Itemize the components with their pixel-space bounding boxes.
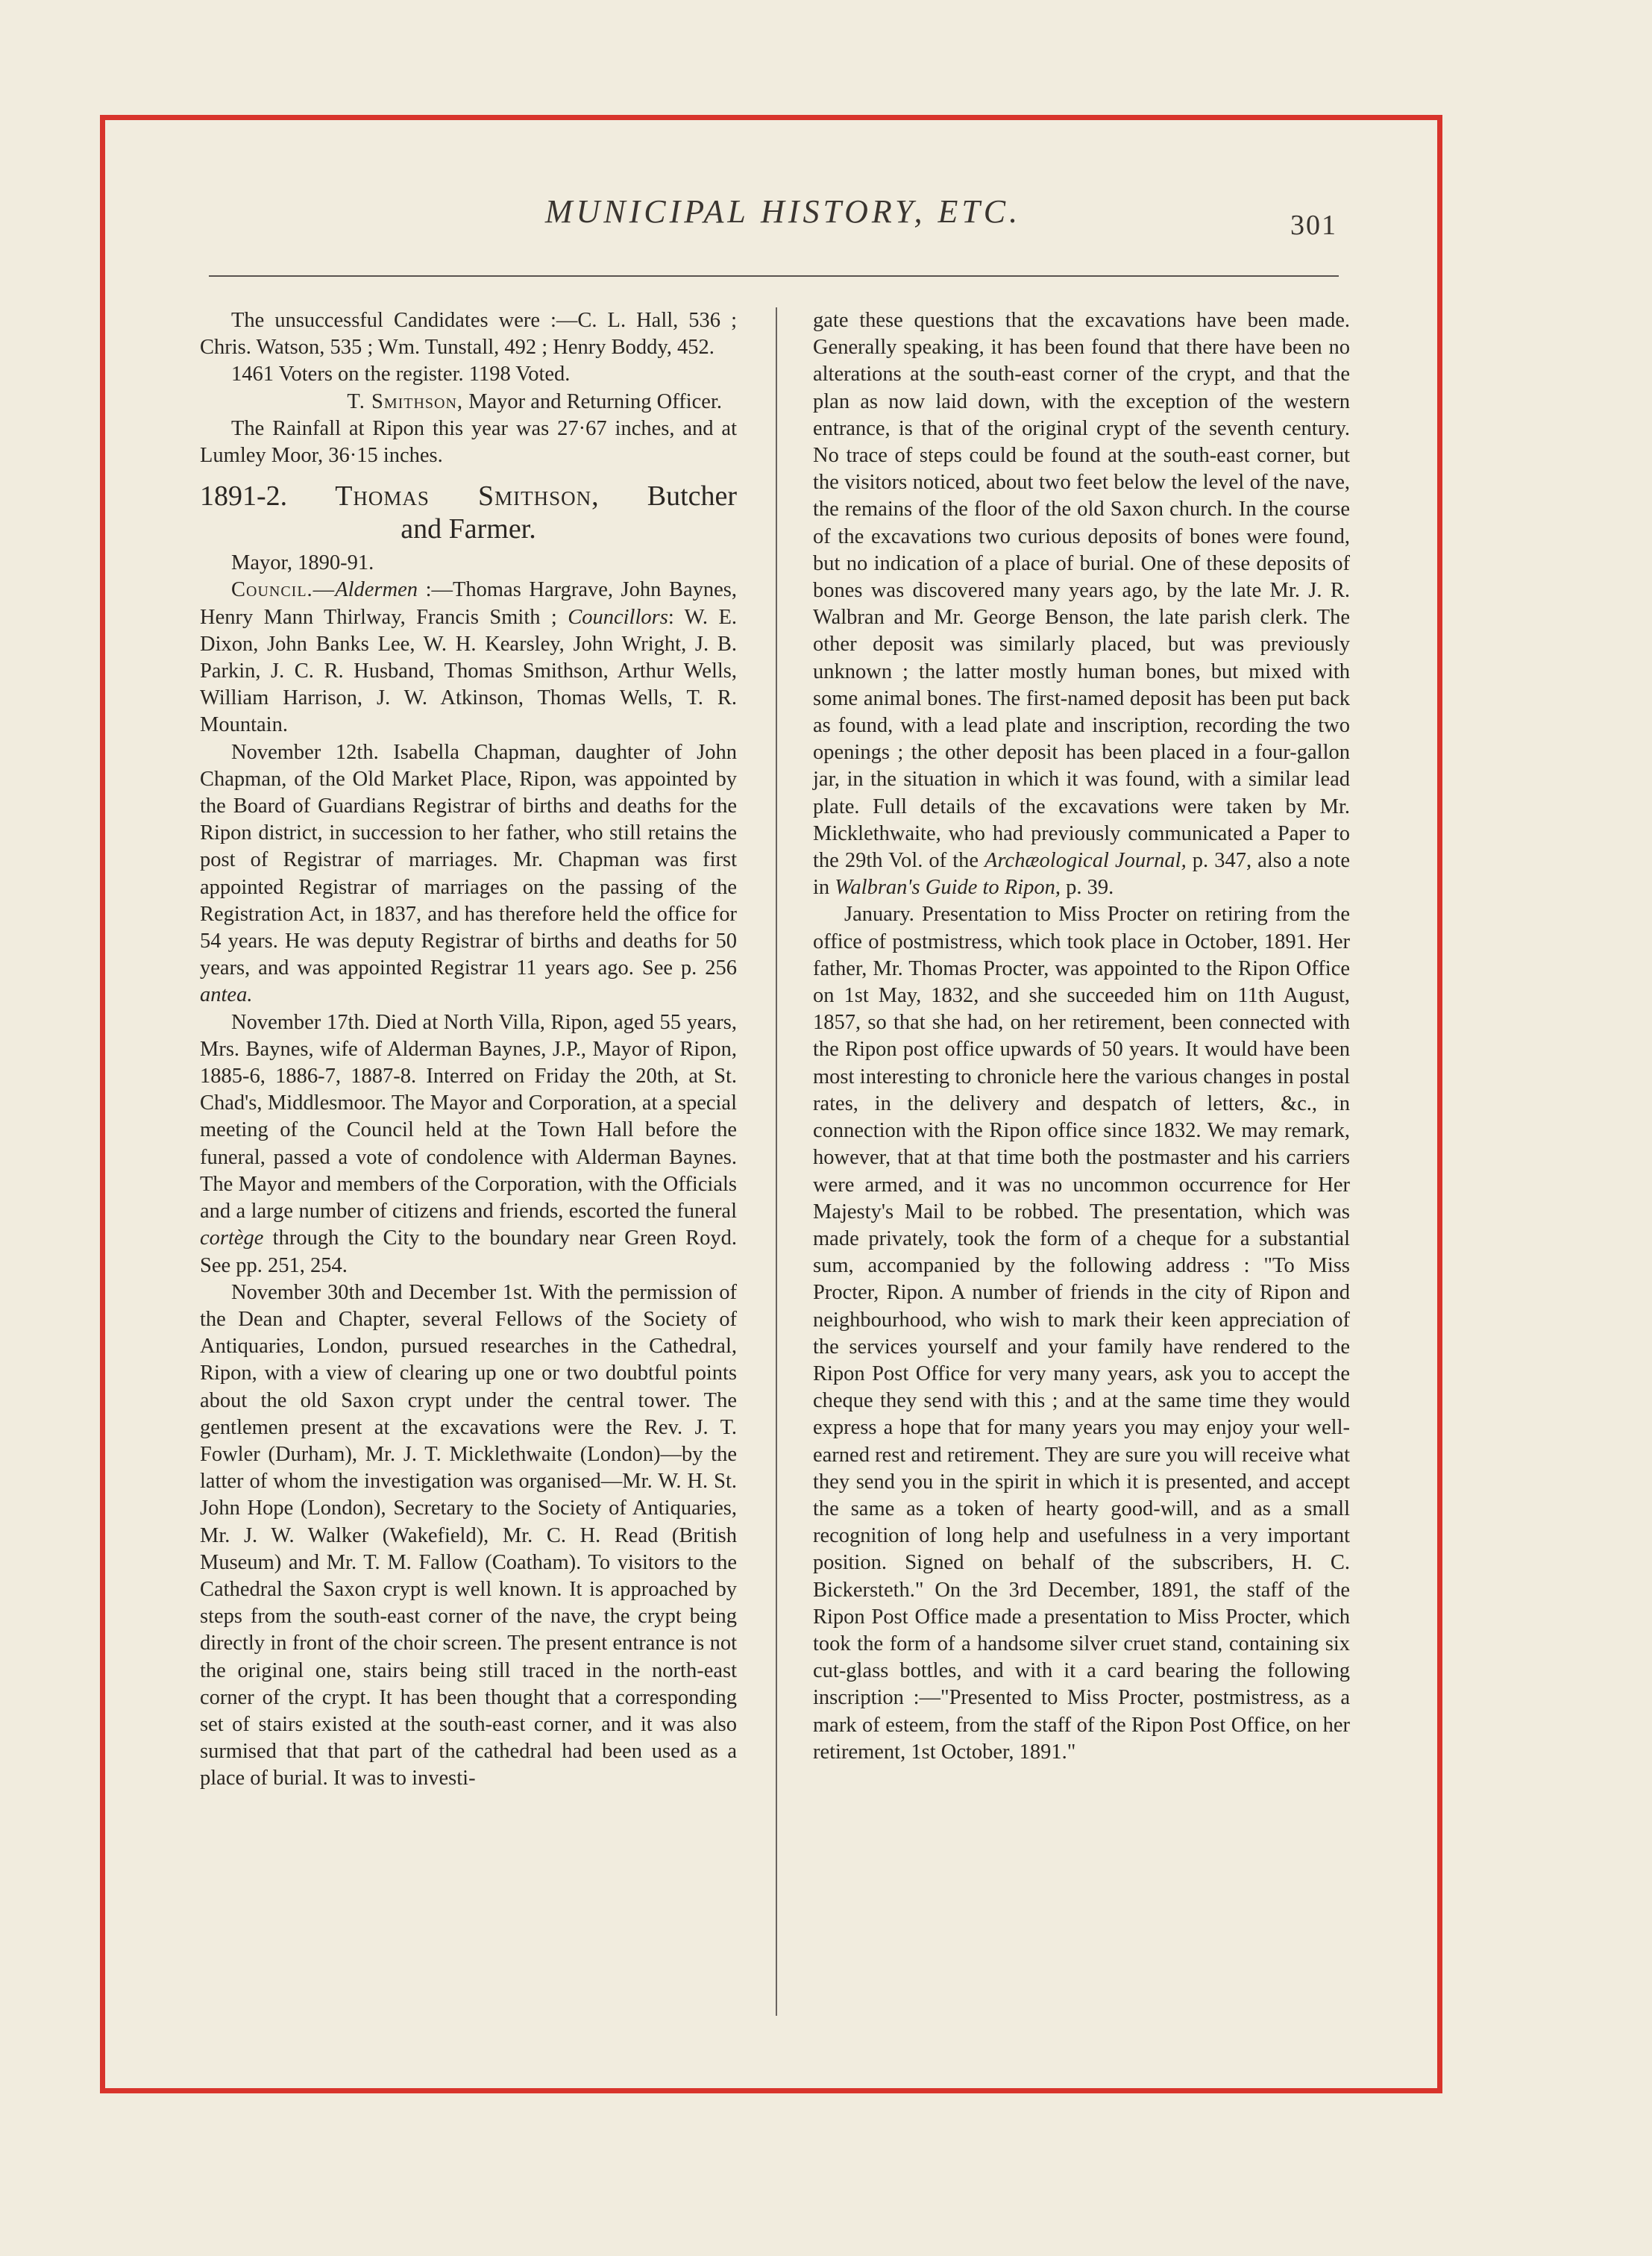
right-column (813, 307, 1350, 1766)
excavations-text-a: gate these questions that the excavations have been made. Generally speaking, it has been found that there have been no alterations at the south-east corner of the crypt, and that the plan as now laid down, with the exception of the western entrance, is that of the original crypt of the seventh century. No trace of steps could be found at the south-east corner, but the visitors noticed, about two feet below the level of the nave, the remains of the floor of the old Saxon church. In the course of the excavations two curious deposits of bones were found, but no indication of a place of burial. One of these deposits of bones was discovered many years ago, by the late Mr. J. R. Walbran and Mr. George Benson, the late parish clerk. The other deposit was similarly placed, but was previously unknown ; the latter mostly human bones, but mixed with some animal bones. The first-named deposit has been put back as found, with a lead plate and inscription, recording the two openings ; the other deposit has been placed in a four-gallon jar, in the situation in which it was found, with a similar lead plate. Full details of the excavations were taken by Mr. Micklethwaite, who had previously communicated a Paper to the 29th Vol. of the (813, 309, 1350, 873)
mayor-entry-heading (200, 480, 737, 545)
excavations-text-c: p. 39. (1061, 876, 1114, 900)
column-divider (776, 307, 777, 2016)
council-paragraph (200, 577, 737, 739)
councillors-list: : W. E. Dixon, John Banks Lee, W. H. Kearsley, John Wright, J. B. Parkin, J. C. R. Husband, Thomas Smithson, Arthur Wells, William Harrison, J. W. Atkinson, Thomas Wells, T. R. Mountain. (200, 605, 737, 737)
november-30-paragraph: November 30th and December 1st. With the permission of the Dean and Chapter, several Fellows of the Society of Antiquaries, London, pursued researches in the Cathedral, Ripon, with a view of clearing up one or two doubtful points about the old Saxon crypt under the central tower. The gentlemen present at the excavations were the Rev. J. T. Fowler (Durham), Mr. J. T. Micklethwaite (London)—by the latter of whom the investigation was organised—Mr. W. H. St. John Hope (London), Secretary to the Society of Antiquaries, Mr. J. W. Walker (Wakefield), Mr. C. H. Read (British Museum) and Mr. T. M. Fallow (Coatham). To visitors to the Cathedral the Saxon crypt is well known. It is approached by steps from the south-east corner of the nave, the crypt being directly in front of the choir screen. The present entrance is not the original one, stairs being still traced in the north-east corner of the crypt. It has been thought that a corresponding set of stairs existed at the south-east corner, and it was also surmised that that part of the cathedral had been used as a place of burial. It was to investi- (200, 1280, 737, 1790)
voters-paragraph: 1461 Voters on the register. 1198 Voted. (231, 363, 571, 386)
heading-trade-2: and Farmer. (401, 513, 536, 545)
unsuccessful-candidates-paragraph: The unsuccessful Candidates were :—C. L. Hall, 536 ; Chris. Watson, 535 ; Wm. Tunstall, 492 ; Henry Boddy, 452. (200, 309, 737, 360)
journal-title: Archæological Journal, (984, 849, 1187, 873)
left-column (200, 307, 737, 1793)
heading-years: 1891-2. (200, 480, 288, 513)
november-17-text-b: through the City to the boundary near Green Royd. See pp. 251, 254. (200, 1226, 737, 1277)
header-rule (209, 275, 1339, 277)
returning-officer-name: T. Smithson, (347, 389, 464, 413)
returning-officer-line (200, 389, 737, 416)
cortege-word: cortège (200, 1226, 264, 1250)
aldermen-label: Aldermen (335, 578, 418, 602)
returning-officer-role: Mayor and Returning Officer. (463, 389, 722, 413)
aldermen-list: :—Thomas Hargrave, John Baynes, Henry Mann Thirlway, Francis Smith ; (200, 578, 737, 629)
november-12-text: November 12th. Isabella Chapman, daughter of John Chapman, of the Old Market Place, Ripon, was appointed by the Board of Guardians Registrar of births and deaths for the Ripon district, in succession to her father, who still retains the post of Registrar of marriages. Mr. Chapman was first appointed Registrar of marriages on the passing of the Registration Act, in 1837, and has therefore held the office for 54 years. He was deputy Registrar of births and deaths for 50 years, and was appointed Registrar 11 years ago. See p. 256 (200, 740, 737, 980)
november-17-text-a: November 17th. Died at North Villa, Ripon, aged 55 years, Mrs. Baynes, wife of Alderman Baynes, J.P., Mayor of Ripon, 1885-6, 1886-7, 1887-8. Interred on Friday the 20th, at St. Chad's, Middlesmoor. The Mayor and Corporation, at a special meeting of the Council held at the Town Hall before the funeral, passed a vote of condolence with Alderman Baynes. The Mayor and members of the Corporation, with the Officials and a large number of citizens and friends, escorted the funeral (200, 1010, 737, 1223)
guide-title: Walbran's Guide to Ripon, (835, 876, 1061, 900)
running-head-title: MUNICIPAL HISTORY, ETC. (544, 193, 1022, 230)
heading-trade-1: Butcher (647, 480, 738, 513)
mayor-year-line: Mayor, 1890-91. (231, 551, 374, 575)
page-number: 301 (1290, 210, 1337, 241)
excavations-text-b: p. 347, also a note in (813, 849, 1350, 900)
january-procter-paragraph: January. Presentation to Miss Procter on retiring from the office of postmistress, which took place in October, 1891. Her father, Mr. Thomas Procter, was appointed to the Ripon Office on 1st May, 1832, and she succeeded him on 11th August, 1857, so that she had, on her retirement, been connected with the Ripon post office upwards of 50 years. It would have been most interesting to chronicle here the various changes in postal rates, in the delivery and despatch of letters, &c., in connection with the Ripon office since 1832. We may remark, however, that at that time both the postmaster and his carriers were armed, and it was no uncommon occurrence for Her Majesty's Mail to be robbed. The presentation, which was made privately, took the form of a cheque for a substantial sum, accompanied by the following address : "To Miss Procter, Ripon. A number of friends in the city of Ripon and neighbourhood, who wish to mark their keen appreciation of the services yourself and your family have rendered to the Ripon Post Office for very many years, ask you to accept the cheque they send with this ; and at the same time they would express a hope that for many years you may enjoy your well-earned rest and retirement. They are sure you will receive what they send you in the spirit in which it is presented, and accept the same as a token of hearty good-will, and as a small recognition of long help and usefulness in a very important position. Signed on behalf of the subscribers, H. C. Bickersteth." On the 3rd December, 1891, the staff of the Ripon Post Office made a presentation to Miss Procter, which took the form of a handsome silver cruet stand, containing six cut-glass bottles, and with it a card bearing the following inscription :—"Presented to Miss Procter, postmistress, as a mark of esteem, from the staff of the Ripon Post Office, on her retirement, 1st October, 1891." (813, 903, 1350, 1764)
november-12-paragraph (200, 739, 737, 1009)
councillors-label: Councillors (568, 605, 668, 629)
antea-ref: antea. (200, 983, 253, 1007)
council-label: Council.— (231, 578, 336, 602)
heading-mayor-name: Thomas Smithson, (335, 480, 600, 513)
excavations-paragraph (813, 307, 1350, 901)
rainfall-paragraph: The Rainfall at Ripon this year was 27·67 inches, and at Lumley Moor, 36·15 inches. (200, 416, 737, 468)
november-17-paragraph (200, 1009, 737, 1279)
